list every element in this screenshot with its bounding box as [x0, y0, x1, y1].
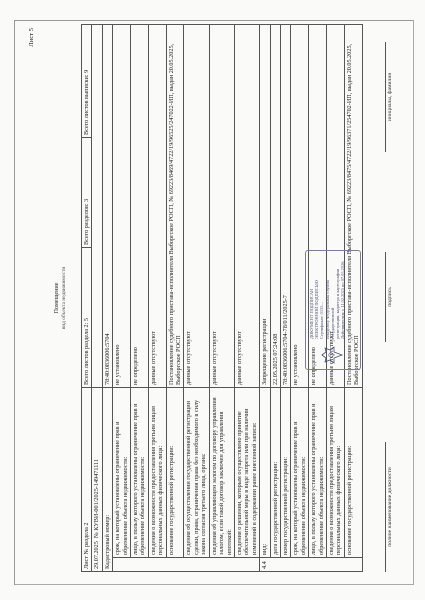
- table-row: [209, 25, 234, 572]
- row-label: лицо, в пользу которого установлены ограничение прав и обременение объекта недвижимости:: [309, 388, 327, 558]
- table-row: [184, 25, 209, 572]
- signature-block: [365, 24, 393, 572]
- sections-total: Всего разделов: 3: [82, 138, 92, 248]
- row-label: срок, на который установлены ограничение прав и обременение объекта недвижимости:: [291, 388, 309, 558]
- page-border-right: [413, 20, 414, 585]
- position-caption: полное наименование должности: [387, 467, 393, 547]
- row-value: данные отсутствуют: [326, 25, 344, 388]
- extract-number: № КУВИ-001/2025-149471111: [93, 458, 101, 539]
- row-label: сведения о решении, которым осуществлено принятие обеспечительной меры в виде запрета или при наличии изменений в содержании ранее внесенной записи:: [234, 388, 259, 558]
- row-label: сведения об осуществлении государственной регистрации сделки, права, ограничения права без необходимого в силу закона согласия третьего лица, органа:: [184, 388, 209, 558]
- stamp-line-3: Сертификат: 0135...: [319, 302, 325, 339]
- row-value: Постановление судебного пристава-исполнителя Выборгское РОСП, № 69223/8475/4722/19/96371/254702-ИП, выдан 20.05.2025, Выборгское РОСП: [344, 25, 362, 388]
- row-value: 22.05.2025 07:24:08: [270, 25, 280, 388]
- cad-number-label: Кадастровый номер:: [102, 388, 112, 572]
- electronic-signature-stamp: [305, 250, 361, 370]
- sheet-number: Лист 5: [28, 28, 35, 47]
- page-border-left: [14, 20, 15, 585]
- empty-cell: [92, 25, 102, 388]
- stamp-line-2: ЭЛЕКТРОННОЙ ПОДПИСЬЮ: [314, 280, 320, 339]
- row-value: данные отсутствуют: [148, 25, 166, 388]
- row-value: данные отсутствуют: [234, 25, 259, 388]
- row-number-cell: [113, 558, 260, 572]
- state-emblem-icon: [320, 345, 344, 365]
- table-row: [131, 25, 149, 572]
- table-row: [234, 25, 259, 572]
- row-value: 78:40:0836006:5704-78/011/2025-7: [280, 25, 290, 388]
- cad-number-value: 78:40:0836006:5704: [102, 25, 112, 388]
- row-label: сведения об управляющем залогом по договору управления залогом, если такой договор заключен для управления ипотекой:: [209, 388, 234, 558]
- table-row: [166, 25, 184, 572]
- row-label: лицо, в пользу которого установлены ограничение прав и обременение объекта недвижимости:: [131, 388, 149, 558]
- table-row: [113, 25, 131, 572]
- extract-date: 29.07.2025: [93, 541, 101, 569]
- row-label: сведения о возможности предоставления третьим лицам персональных данных физического лица:: [326, 388, 344, 558]
- stamp-line-5: регистрации, кадастра и картографии: [335, 268, 341, 339]
- sheets-in-section: Всего листов раздела 2: 5: [82, 248, 92, 388]
- object-type-title: Помещение: [53, 282, 60, 314]
- row-label: сведения о возможности предоставления третьим лицам персональных данных физического лица:: [148, 388, 166, 558]
- row-value: не определено: [309, 25, 327, 388]
- row-label: номер государственной регистрации:: [280, 388, 290, 558]
- name-line: [385, 42, 386, 152]
- object-type-caption: вид объекта недвижимости: [61, 266, 67, 330]
- row-value: данные отсутствуют: [184, 25, 209, 388]
- row-label: основание государственной регистрации:: [166, 388, 184, 558]
- record-number: 4.4: [260, 558, 362, 572]
- page-border-bottom: [14, 584, 414, 585]
- position-line: [385, 442, 386, 572]
- extract-date-cell: [92, 388, 102, 572]
- header-row-date: [92, 25, 102, 572]
- table-row: [280, 25, 290, 572]
- sheet-of-section: Лист № раздела 2: [82, 388, 92, 572]
- table-row: [270, 25, 280, 572]
- signature-caption: подпись: [387, 287, 393, 307]
- signature-line: [385, 252, 386, 342]
- row-label: срок, на который установлены ограничение прав и обременение объекта недвижимости:: [113, 388, 131, 558]
- row-value: не определено: [131, 25, 149, 388]
- header-row-sheets: [82, 25, 92, 572]
- row-label: дата государственной регистрации:: [270, 388, 280, 558]
- stamp-line-1: ДОКУМЕНТ ПОДПИСАН: [309, 288, 314, 339]
- header-row-cad: [102, 25, 112, 572]
- row-value: Запрещение регистрации: [260, 25, 270, 388]
- row-label: основание государственной регистрации:: [344, 388, 362, 558]
- row-value: данные отсутствуют: [209, 25, 234, 388]
- table-row: [148, 25, 166, 572]
- sheets-total: Всего листов выписки: 9: [82, 25, 92, 138]
- stamp-line-6: Действителен: с 11.02.2025 по 07.05.2026: [340, 261, 346, 339]
- row-label: вид:: [260, 388, 270, 558]
- row-value: Постановление судебного пристава-исполнителя Выборгское РОСП, № 69223/8469/4722/19/96525/247022-ИП, выдан 20.05.2025, Выборгское РОСП: [166, 25, 184, 388]
- stamp-line-4: Владелец: Федеральная служба государственной: [324, 280, 335, 339]
- name-caption: инициалы, фамилия: [387, 73, 393, 121]
- row-value: не установлено: [291, 25, 309, 388]
- table-row: [260, 25, 270, 572]
- rotated-document-content: [23, 20, 403, 580]
- row-value: не установлено: [113, 25, 131, 388]
